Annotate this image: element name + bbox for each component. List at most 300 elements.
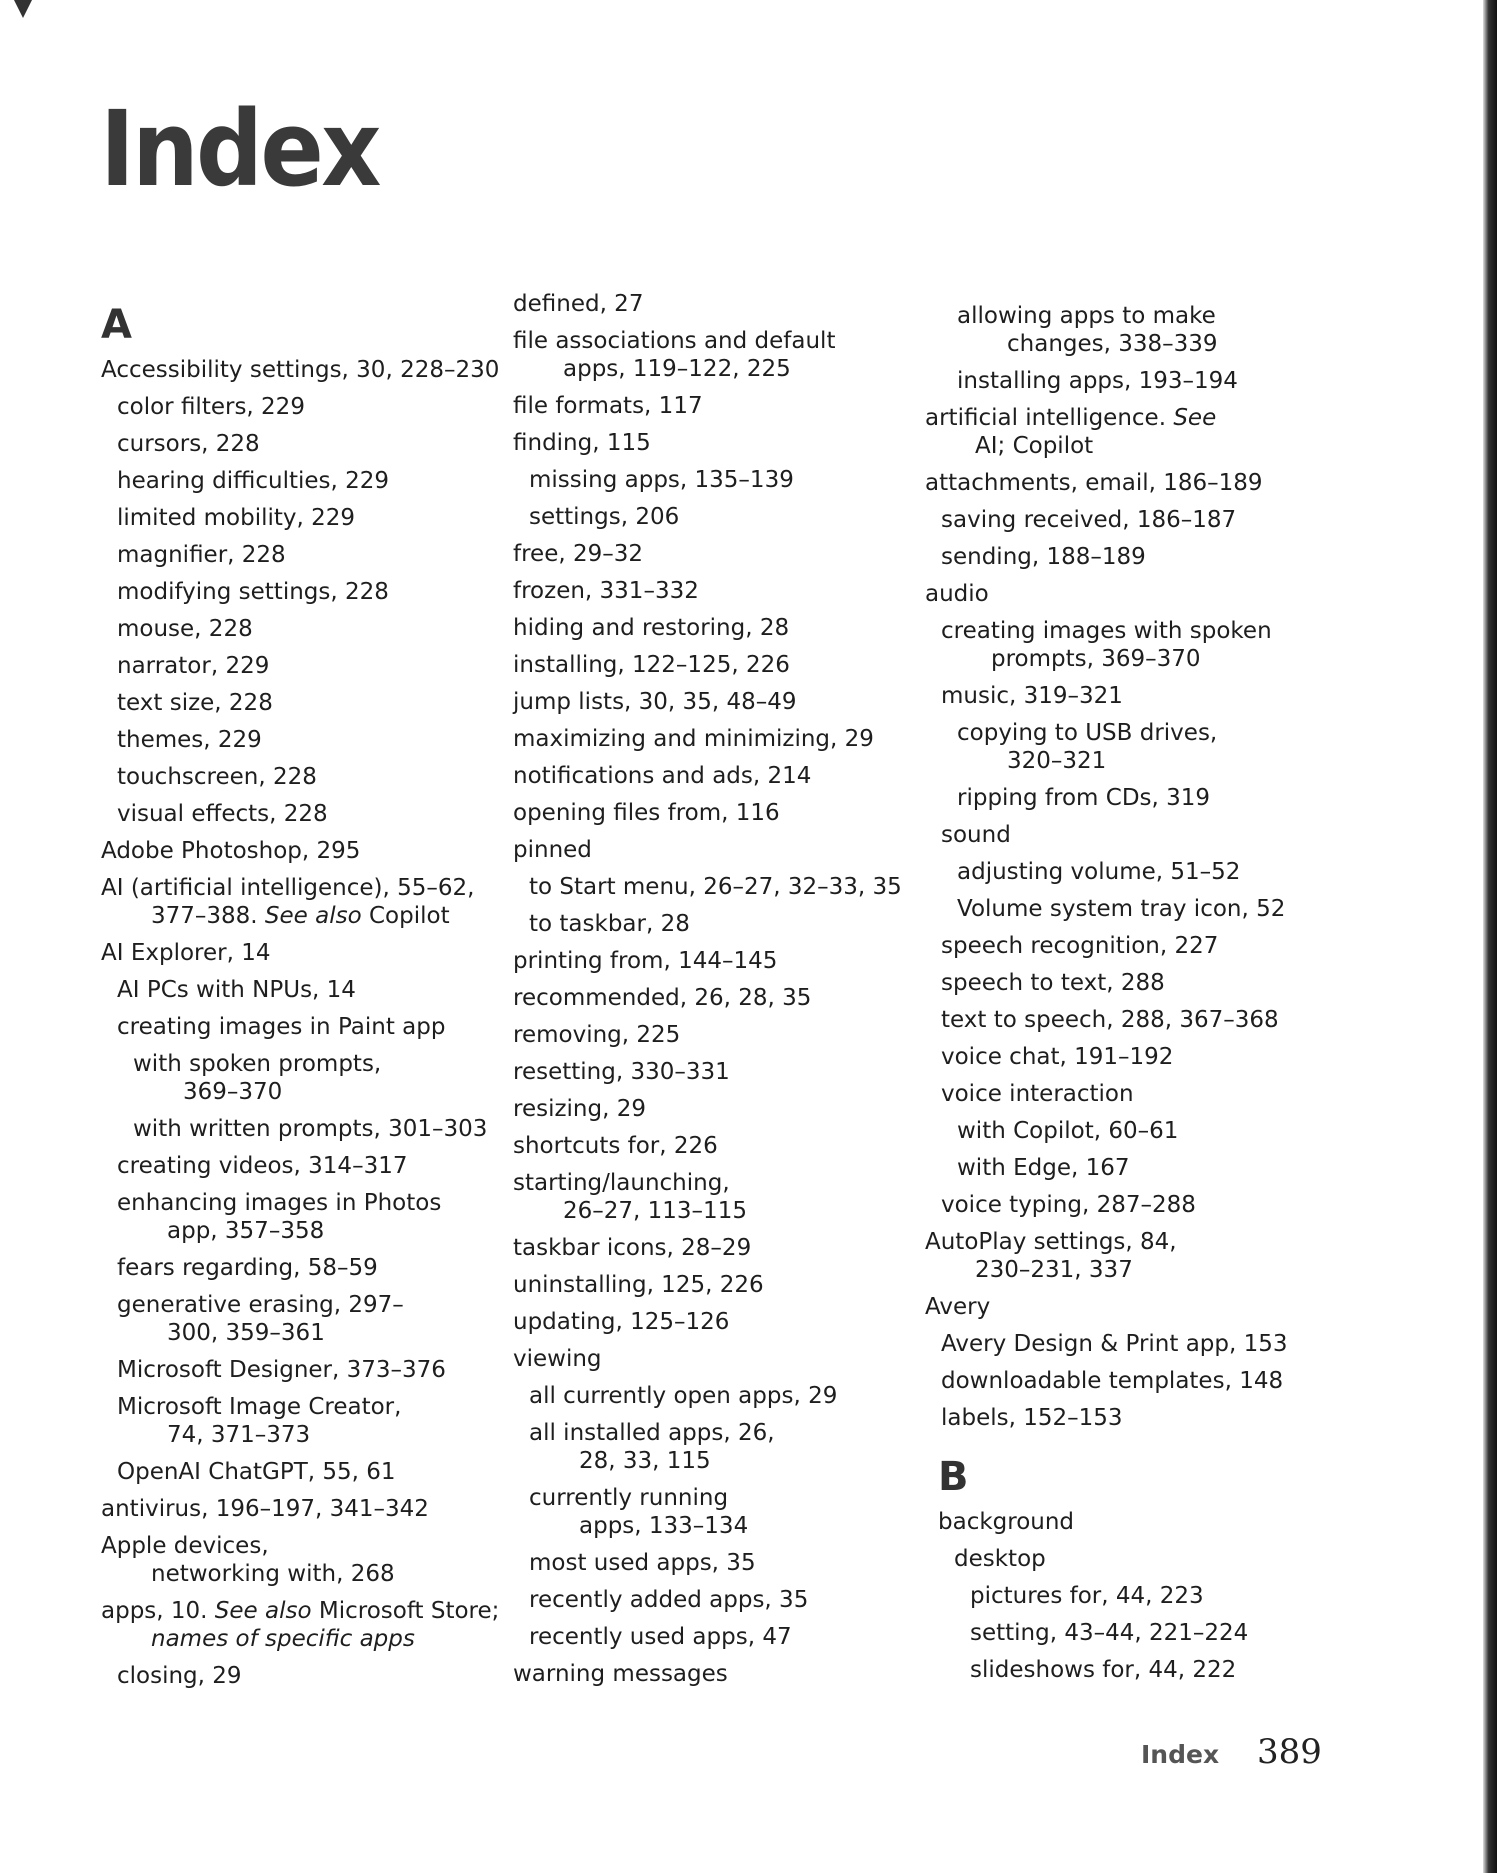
entry-text: AI PCs with NPUs, 14 (117, 977, 356, 1003)
entry-line (529, 1447, 913, 1475)
entry-line (513, 1197, 913, 1225)
entry-text: Volume system tray icon, 52 (957, 896, 1286, 922)
index-entry (101, 1662, 501, 1690)
entry-text: Microsoft Store; (311, 1598, 500, 1624)
index-entry (925, 1228, 1325, 1284)
index-entry (101, 689, 501, 717)
entry-line (513, 688, 913, 716)
entry-line (513, 1021, 913, 1049)
entry-line (513, 1234, 913, 1262)
entry-text: Apple devices, (101, 1533, 269, 1559)
index-entry (513, 429, 913, 457)
entry-text: Avery Design & Print app, 153 (941, 1331, 1288, 1357)
index-entry (925, 469, 1325, 497)
index-entry (925, 1293, 1325, 1321)
index-entry (513, 1549, 913, 1577)
entry-line (117, 1421, 501, 1449)
entry-line (957, 858, 1325, 886)
index-entry (513, 327, 913, 383)
entry-line (529, 1484, 913, 1512)
entry-text: maximizing and minimizing, 29 (513, 726, 874, 752)
entry-line (117, 976, 501, 1004)
entry-text: uninstalling, 125, 226 (513, 1272, 764, 1298)
index-column-2 (513, 290, 913, 1697)
entry-line (529, 1419, 913, 1447)
entry-text: resizing, 29 (513, 1096, 647, 1122)
index-entry (101, 976, 501, 1004)
entry-text: limited mobility, 229 (117, 505, 356, 531)
entry-line (513, 1058, 913, 1086)
entry-line (117, 1254, 501, 1282)
index-entry (925, 404, 1325, 460)
cross-reference-text: names of specific apps (151, 1626, 415, 1652)
entry-text: allowing apps to make (957, 303, 1216, 329)
entry-text: taskbar icons, 28–29 (513, 1235, 752, 1261)
entry-text: free, 29–32 (513, 541, 644, 567)
entry-text: touchscreen, 228 (117, 764, 317, 790)
entry-text: to taskbar, 28 (529, 911, 690, 937)
entry-line (101, 902, 501, 930)
entry-line (513, 762, 913, 790)
entry-text: labels, 152–153 (941, 1405, 1123, 1431)
index-entry (925, 784, 1325, 812)
entry-text: setting, 43–44, 221–224 (970, 1620, 1249, 1646)
entry-line (925, 1256, 1325, 1284)
entry-line (957, 895, 1325, 923)
index-entry (513, 1382, 913, 1410)
cross-reference-text: See also (214, 1598, 312, 1624)
entry-text: opening files from, 116 (513, 800, 780, 826)
entry-line (513, 392, 913, 420)
entry-text: visual effects, 228 (117, 801, 328, 827)
entry-line (117, 689, 501, 717)
entry-line (101, 1560, 501, 1588)
entry-line (529, 1382, 913, 1410)
entry-text: text to speech, 288, 367–368 (941, 1007, 1279, 1033)
entry-line (970, 1656, 1338, 1684)
entry-text: warning messages (513, 1661, 728, 1687)
entry-line (101, 1625, 501, 1653)
entry-text: speech to text, 288 (941, 970, 1165, 996)
index-entry (513, 1419, 913, 1475)
index-entry (513, 873, 913, 901)
index-entry (938, 1656, 1338, 1684)
index-entry (513, 1308, 913, 1336)
entry-text: antivirus, 196–197, 341–342 (101, 1496, 429, 1522)
entry-text: prompts, 369–370 (991, 646, 1201, 672)
entry-line (101, 874, 501, 902)
entry-text: voice interaction (941, 1081, 1134, 1107)
index-entry (513, 503, 913, 531)
index-entry (513, 1660, 913, 1688)
entry-line (941, 543, 1325, 571)
footer-section-label: Index (1141, 1740, 1220, 1769)
entry-line (117, 1013, 501, 1041)
entry-text: missing apps, 135–139 (529, 467, 794, 493)
index-entry (101, 615, 501, 643)
entry-line (941, 506, 1325, 534)
entry-text: printing from, 144–145 (513, 948, 778, 974)
index-entry (925, 580, 1325, 608)
entry-text: themes, 229 (117, 727, 262, 753)
index-entry (101, 504, 501, 532)
entry-text: installing apps, 193–194 (957, 368, 1238, 394)
index-entry (513, 1169, 913, 1225)
entry-text: defined, 27 (513, 291, 644, 317)
page-title: Index (100, 88, 379, 210)
entry-line (925, 1293, 1325, 1321)
index-entry (925, 719, 1325, 775)
entry-text: recently used apps, 47 (529, 1624, 792, 1650)
index-entry (925, 506, 1325, 534)
entry-line (925, 404, 1325, 432)
entry-text: with written prompts, 301–303 (133, 1116, 488, 1142)
index-entry (925, 858, 1325, 886)
index-entry (925, 302, 1325, 358)
entry-text: mouse, 228 (117, 616, 253, 642)
entry-line (513, 540, 913, 568)
entry-text: hiding and restoring, 28 (513, 615, 790, 641)
entry-line (101, 837, 501, 865)
entry-text: desktop (954, 1546, 1046, 1572)
index-entry (513, 910, 913, 938)
entry-text: with Edge, 167 (957, 1155, 1130, 1181)
entry-text: AI; Copilot (975, 433, 1094, 459)
entry-text: voice typing, 287–288 (941, 1192, 1196, 1218)
index-entry (925, 1191, 1325, 1219)
entry-text: 74, 371–373 (167, 1422, 311, 1448)
entry-line (117, 578, 501, 606)
index-entry (925, 1330, 1325, 1358)
index-column-3 (925, 302, 1325, 1441)
entry-text: file formats, 117 (513, 393, 703, 419)
index-entry (513, 1095, 913, 1123)
index-entry (513, 836, 913, 864)
entry-line (941, 1404, 1325, 1432)
entry-line (957, 330, 1325, 358)
entry-line (941, 969, 1325, 997)
entry-text: resetting, 330–331 (513, 1059, 730, 1085)
entry-text: Adobe Photoshop, 295 (101, 838, 361, 864)
entry-text: enhancing images in Photos (117, 1190, 442, 1216)
entry-line (957, 747, 1325, 775)
entry-text: changes, 338–339 (1007, 331, 1218, 357)
entry-line (957, 719, 1325, 747)
entry-line (117, 541, 501, 569)
entry-line (117, 467, 501, 495)
index-entry (938, 1545, 1338, 1573)
entry-text: notifications and ads, 214 (513, 763, 812, 789)
entry-line (117, 393, 501, 421)
entry-line (925, 432, 1325, 460)
entry-text: artificial intelligence. (925, 405, 1174, 431)
index-entry (513, 762, 913, 790)
entry-text: saving received, 186–187 (941, 507, 1237, 533)
entry-line (117, 1393, 501, 1421)
entry-line (101, 1597, 501, 1625)
entry-line (117, 726, 501, 754)
entry-text: slideshows for, 44, 222 (970, 1657, 1237, 1683)
index-entry (101, 393, 501, 421)
entry-text: ripping from CDs, 319 (957, 785, 1211, 811)
index-entry (513, 1058, 913, 1086)
entry-text: adjusting volume, 51–52 (957, 859, 1241, 885)
entry-line (513, 1132, 913, 1160)
index-entry (513, 290, 913, 318)
entry-line (513, 651, 913, 679)
entry-line (513, 290, 913, 318)
entry-line (941, 1191, 1325, 1219)
entry-text: background (938, 1509, 1075, 1535)
entry-text: removing, 225 (513, 1022, 681, 1048)
entry-line (529, 503, 913, 531)
entry-text: with spoken prompts, (133, 1051, 382, 1077)
entry-text: recently added apps, 35 (529, 1587, 809, 1613)
entry-line (954, 1545, 1338, 1573)
index-entry (101, 1254, 501, 1282)
index-entry (513, 1623, 913, 1651)
entry-line (941, 1043, 1325, 1071)
index-entry (101, 652, 501, 680)
entry-text: copying to USB drives, (957, 720, 1218, 746)
entry-text: finding, 115 (513, 430, 651, 456)
entry-text: narrator, 229 (117, 653, 270, 679)
index-entry (101, 726, 501, 754)
entry-line (513, 355, 913, 383)
entry-line (513, 799, 913, 827)
index-entry (101, 1291, 501, 1347)
index-section-b (938, 1452, 1338, 1693)
entry-text: jump lists, 30, 35, 48–49 (513, 689, 797, 715)
page-number: 389 (1257, 1732, 1322, 1772)
entry-text: OpenAI ChatGPT, 55, 61 (117, 1459, 396, 1485)
entry-text: shortcuts for, 226 (513, 1133, 718, 1159)
index-entry (101, 1013, 501, 1041)
index-entry (925, 617, 1325, 673)
entry-text: all currently open apps, 29 (529, 1383, 838, 1409)
entry-text: app, 357–358 (167, 1218, 325, 1244)
entry-line (513, 1660, 913, 1688)
entry-line (513, 327, 913, 355)
entry-text: file associations and default (513, 328, 836, 354)
index-entry (513, 1271, 913, 1299)
entry-text: 369–370 (183, 1079, 283, 1105)
entry-line (925, 580, 1325, 608)
entry-line (941, 1080, 1325, 1108)
entry-text: settings, 206 (529, 504, 680, 530)
index-entry (938, 1508, 1338, 1536)
entry-line (117, 1319, 501, 1347)
index-column-1 (101, 300, 501, 1699)
entry-text: apps, 133–134 (579, 1513, 749, 1539)
entry-text: Microsoft Image Creator, (117, 1394, 402, 1420)
entry-text: currently running (529, 1485, 729, 1511)
entry-line (941, 821, 1325, 849)
entry-text: starting/launching, (513, 1170, 730, 1196)
entry-text: attachments, email, 186–189 (925, 470, 1263, 496)
entry-line (941, 1367, 1325, 1395)
index-entry (925, 1117, 1325, 1145)
entry-text: creating images with spoken (941, 618, 1272, 644)
index-entry (513, 688, 913, 716)
entry-text: audio (925, 581, 989, 607)
page-edge-shadow (1483, 0, 1497, 1873)
entry-text: 26–27, 113–115 (563, 1198, 747, 1224)
entry-text: cursors, 228 (117, 431, 260, 457)
index-entry (101, 1115, 501, 1143)
index-entry (925, 821, 1325, 849)
entry-line (133, 1115, 501, 1143)
index-entry (101, 467, 501, 495)
index-entry (101, 1597, 501, 1653)
index-entry (513, 1345, 913, 1373)
cross-reference-text: See also (264, 903, 362, 929)
entry-text: frozen, 331–332 (513, 578, 699, 604)
index-entry (101, 763, 501, 791)
entry-text: pinned (513, 837, 592, 863)
entry-line (941, 1006, 1325, 1034)
entry-text: creating videos, 314–317 (117, 1153, 408, 1179)
index-entry (925, 543, 1325, 571)
index-entry (938, 1619, 1338, 1647)
index-entry (101, 1458, 501, 1486)
entry-text: Avery (925, 1294, 991, 1320)
entry-line (513, 614, 913, 642)
entry-text: to Start menu, 26–27, 32–33, 35 (529, 874, 902, 900)
entry-line (513, 577, 913, 605)
entry-text: 300, 359–361 (167, 1320, 325, 1346)
index-entry (925, 969, 1325, 997)
index-entry (925, 1043, 1325, 1071)
entry-line (925, 1228, 1325, 1256)
index-entry (101, 1393, 501, 1449)
entry-line (941, 617, 1325, 645)
index-entry (101, 1356, 501, 1384)
entry-line (957, 367, 1325, 395)
entry-line (513, 1169, 913, 1197)
entry-text: creating images in Paint app (117, 1014, 446, 1040)
index-entry (925, 367, 1325, 395)
entry-text: pictures for, 44, 223 (970, 1583, 1204, 1609)
index-entry (513, 540, 913, 568)
index-entry (101, 1532, 501, 1588)
entry-line (529, 1549, 913, 1577)
entry-line (117, 1152, 501, 1180)
entry-text: most used apps, 35 (529, 1550, 756, 1576)
entry-line (513, 947, 913, 975)
entry-text: apps, 10. (101, 1598, 215, 1624)
index-entry (101, 874, 501, 930)
index-entry (925, 1006, 1325, 1034)
entry-line (970, 1582, 1338, 1610)
entry-text: installing, 122–125, 226 (513, 652, 790, 678)
entry-line (117, 652, 501, 680)
entry-line (117, 430, 501, 458)
index-entry (925, 1404, 1325, 1432)
entry-line (529, 910, 913, 938)
entry-line (513, 836, 913, 864)
entry-text: with Copilot, 60–61 (957, 1118, 1179, 1144)
entry-line (513, 1345, 913, 1373)
entry-line (513, 725, 913, 753)
entry-line (529, 1512, 913, 1540)
entry-text: updating, 125–126 (513, 1309, 730, 1335)
section-letter: A (101, 302, 132, 348)
entry-line (941, 682, 1325, 710)
entry-text: modifying settings, 228 (117, 579, 389, 605)
entry-text: 377–388. (151, 903, 265, 929)
entry-line (529, 466, 913, 494)
entry-line (938, 1508, 1338, 1536)
index-entry (513, 614, 913, 642)
entry-line (513, 1308, 913, 1336)
entry-line (117, 800, 501, 828)
index-entry (513, 984, 913, 1012)
index-entry (101, 800, 501, 828)
entry-line (513, 984, 913, 1012)
entry-text: 320–321 (1007, 748, 1107, 774)
entry-line (941, 1330, 1325, 1358)
index-entry (925, 1367, 1325, 1395)
entry-text: text size, 228 (117, 690, 273, 716)
entry-line (117, 1356, 501, 1384)
entry-line (513, 1095, 913, 1123)
entry-line (513, 429, 913, 457)
entry-line (101, 1532, 501, 1560)
index-entry (513, 466, 913, 494)
entry-line (133, 1050, 501, 1078)
entry-text: Copilot (361, 903, 450, 929)
entry-text: fears regarding, 58–59 (117, 1255, 378, 1281)
entry-line (957, 784, 1325, 812)
index-entry (101, 430, 501, 458)
entry-text: AI (artificial intelligence), 55–62, (101, 875, 475, 901)
entry-text: magnifier, 228 (117, 542, 286, 568)
entry-line (970, 1619, 1338, 1647)
index-entry (513, 392, 913, 420)
index-entry (513, 1484, 913, 1540)
index-entry (513, 947, 913, 975)
index-entry (101, 578, 501, 606)
entry-line (117, 1217, 501, 1245)
entry-text: networking with, 268 (151, 1561, 395, 1587)
entry-line (117, 763, 501, 791)
index-entry (101, 837, 501, 865)
entry-text: Accessibility settings, 30, 228–230 (101, 357, 500, 383)
entry-line (117, 1458, 501, 1486)
index-entry (101, 1152, 501, 1180)
index-entry (101, 1495, 501, 1523)
entry-line (957, 1117, 1325, 1145)
entry-line (957, 1154, 1325, 1182)
index-entry (513, 1021, 913, 1049)
entry-text: sending, 188–189 (941, 544, 1146, 570)
index-entry (513, 799, 913, 827)
entry-text: hearing difficulties, 229 (117, 468, 390, 494)
entry-line (117, 1291, 501, 1319)
index-entry (938, 1582, 1338, 1610)
entry-line (117, 615, 501, 643)
entry-line (101, 939, 501, 967)
entry-text: all installed apps, 26, (529, 1420, 775, 1446)
index-entry (101, 541, 501, 569)
index-entry (925, 682, 1325, 710)
entry-line (101, 356, 501, 384)
index-entry (925, 1080, 1325, 1108)
index-entry (925, 895, 1325, 923)
entry-text: color filters, 229 (117, 394, 305, 420)
entry-line (117, 1662, 501, 1690)
